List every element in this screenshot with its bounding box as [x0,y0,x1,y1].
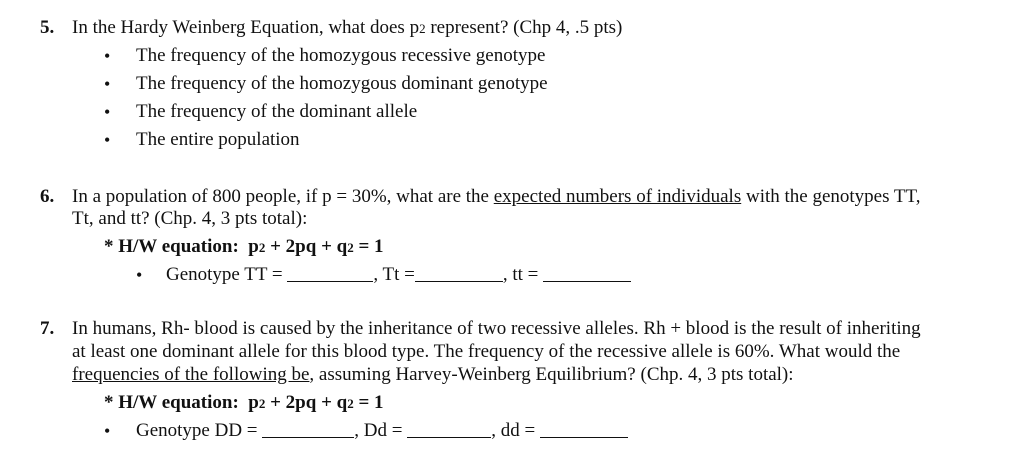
question-text: at least one dominant allele for this blood type. The frequency of the recessive allele is 60%. What would the [72,341,901,362]
question-text: In a population of 800 people, if p = 30%, what are the expected numbers of individuals with the genotypes TT, [72,186,921,207]
question-text: In humans, Rh- blood is caused by the inheritance of two recessive alleles. Rh + blood is the result of inheriting [72,318,921,339]
question-text: frequencies of the following be, assuming Harvey-Weinberg Equilibrium? (Chp. 4, 3 pts total): [72,364,794,385]
bullet-icon: • [104,74,111,94]
answer-blank-tt-het[interactable] [415,265,503,282]
answer-option: The entire population [136,129,300,150]
bullet-icon: • [104,421,111,441]
question-number: 6. [40,186,55,207]
question-number: 7. [40,318,55,339]
hw-equation: * H/W equation: p2 + 2pq + q2 = 1 [104,392,384,413]
question-number: 5. [40,17,55,38]
bullet-icon: • [136,265,143,285]
answer-option: The frequency of the homozygous dominant genotype [136,73,548,94]
question-text: Tt, and tt? (Chp. 4, 3 pts total): [72,208,308,229]
answer-option: The frequency of the homozygous recessive genotype [136,45,546,66]
hw-equation: * H/W equation: p2 + 2pq + q2 = 1 [104,236,384,257]
answer-blank-dd[interactable] [262,421,354,438]
answer-option: The frequency of the dominant allele [136,101,418,122]
bullet-icon: • [104,46,111,66]
genotype-answers: Genotype DD = , Dd = , dd = [136,421,628,440]
bullet-icon: • [104,130,111,150]
answer-blank-dd-rec[interactable] [540,421,628,438]
answer-blank-tt[interactable] [287,265,373,282]
question-text: In the Hardy Weinberg Equation, what does p2 represent? (Chp 4, .5 pts) [72,17,623,38]
answer-blank-tt-rec[interactable] [543,265,631,282]
answer-blank-dd-het[interactable] [407,421,491,438]
bullet-icon: • [104,102,111,122]
genotype-answers: Genotype TT = , Tt = , tt = [166,265,631,284]
